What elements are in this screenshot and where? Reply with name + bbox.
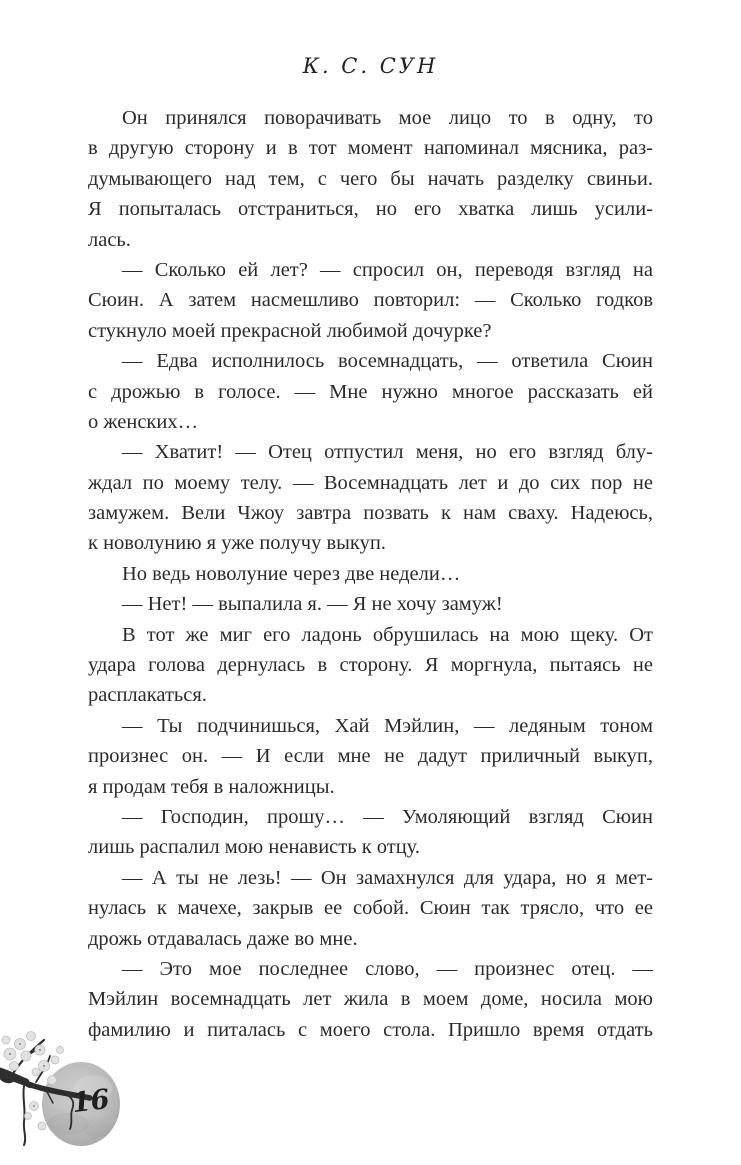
text-line: лась.: [88, 228, 131, 251]
paragraph: [88, 346, 653, 437]
text-line: дрожь отдавалась даже во мне.: [88, 927, 358, 950]
text-line: — Едва исполнилось восемнадцать, — ответила Сюин: [122, 350, 653, 373]
text-line: нулась к мачехе, закрыв ее собой. Сюин так трясло, что ее: [88, 897, 653, 920]
text-line: к новолунию я уже получу выкуп.: [88, 532, 386, 555]
paragraph: [88, 802, 653, 863]
text-line: расплакаться.: [88, 684, 207, 707]
text-line: Я попыталась отстраниться, но его хватка лишь усили-: [88, 198, 653, 221]
text-line: ждал по моему телу. — Восемнадцать лет и до сих пор не: [88, 471, 653, 494]
text-line: Сюин. А затем насмешливо повторил: — Сколько годков: [88, 289, 653, 312]
text-line: удара голова дернулась в сторону. Я моргнула, пытаясь не: [88, 654, 653, 677]
text-line: — Это мое последнее слово, — произнес отец. —: [122, 957, 653, 980]
text-line: произнес он. — И если мне не дадут приличный выкуп,: [88, 745, 653, 768]
text-line: замужем. Вели Чжоу завтра позвать к нам сваху. Надеюсь,: [88, 502, 653, 525]
text-line: фамилию и питалась с моего стола. Пришло время отдать: [88, 1018, 653, 1041]
paragraph: [88, 559, 653, 589]
text-line: в другую сторону и в тот момент напоминал мясника, раз-: [88, 137, 653, 160]
text-line: — А ты не лезь! — Он замахнулся для удара, но я мет-: [122, 866, 653, 889]
text-line: Он принялся поворачивать мое лицо то в одну, то: [122, 107, 653, 129]
paragraph: [88, 863, 653, 954]
text-line: думывающего над тем, с чего бы начать разделку свиньи.: [88, 167, 653, 190]
paragraph: [88, 255, 653, 346]
paragraph: [88, 589, 653, 619]
text-line: Но ведь новолуние через две недели…: [122, 562, 461, 585]
text-line: с дрожью в голосе. — Мне нужно многое рассказать ей: [88, 380, 653, 403]
text-line: — Ты подчинишься, Хай Мэйлин, — ледяным тоном: [122, 714, 653, 737]
text-line: стукнуло моей прекрасной любимой дочурке?: [88, 319, 492, 342]
text-line: — Хватит! — Отец отпустил меня, но его взгляд блу-: [122, 441, 653, 464]
text-line: — Сколько ей лет? — спросил он, переводя взгляд на: [122, 258, 653, 281]
text-line: — Нет! — выпалила я. — Я не хочу замуж!: [122, 593, 503, 616]
text-line: В тот же миг его ладонь обрушилась на мою щеку. От: [122, 623, 653, 646]
paragraph: [88, 437, 653, 559]
text-line: о женских…: [88, 410, 199, 433]
paragraph: [88, 711, 653, 802]
text-line: Мэйлин восемнадцать лет жила в моем доме, носила мою: [88, 988, 653, 1011]
text-line: лишь распалил мою ненависть к отцу.: [88, 836, 421, 859]
page-number: 16: [70, 1083, 112, 1120]
text-line: — Господин, прошу… — Умоляющий взгляд Сюин: [122, 805, 653, 828]
text-line: я продам тебя в наложницы.: [88, 775, 335, 798]
running-header: К. С. СУН: [302, 54, 439, 78]
text-block: [88, 103, 653, 1045]
paragraph: [88, 103, 653, 255]
paragraph: [88, 620, 653, 711]
